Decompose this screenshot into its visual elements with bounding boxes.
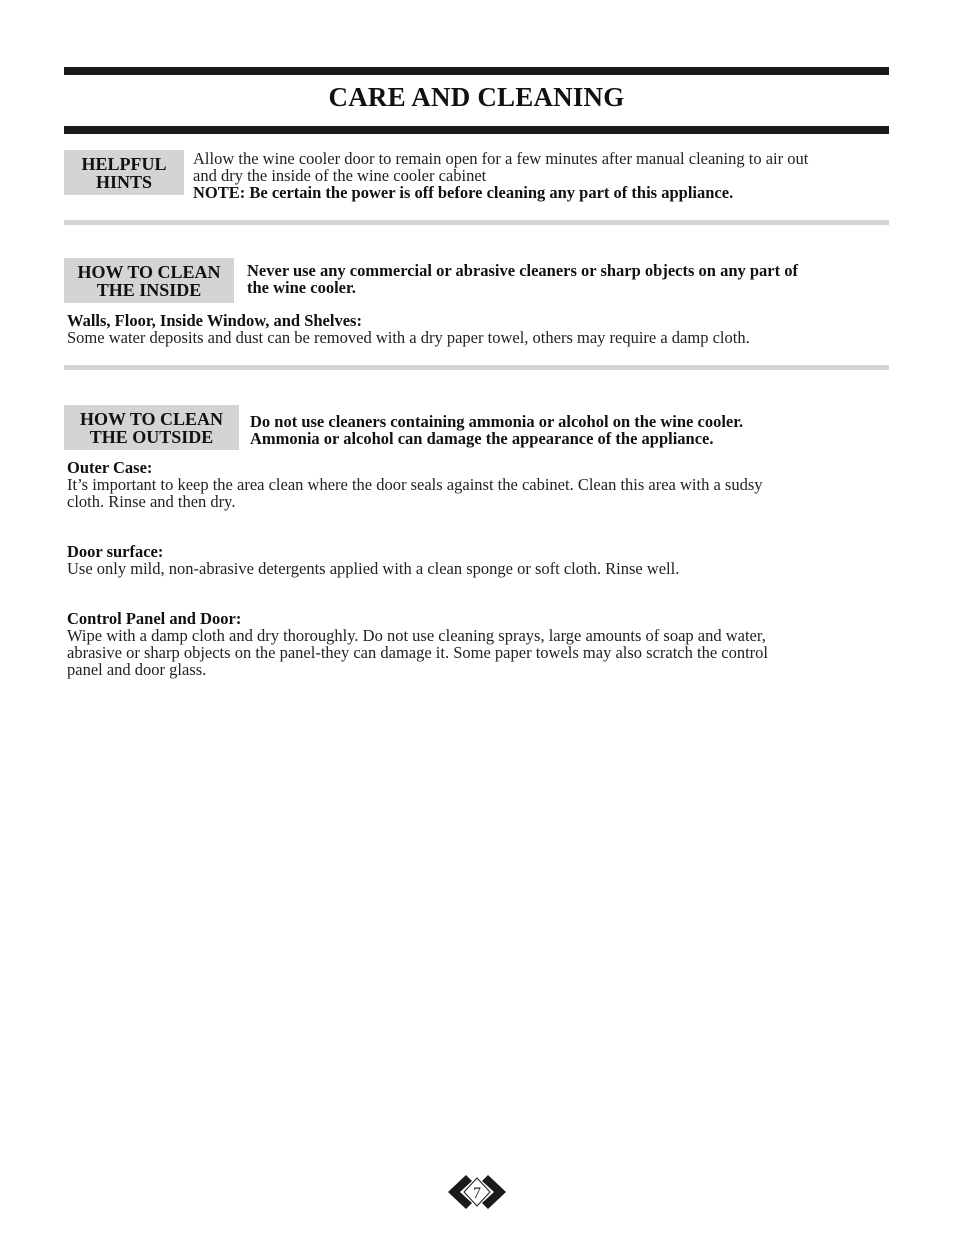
clean-inside-text: Some water deposits and dust can be removed with a dry paper towel, others may require a damp cloth. <box>67 328 750 347</box>
clean-outside-warning-line1: Do not use cleaners containing ammonia or alcohol on the wine cooler. <box>250 412 744 431</box>
door-surface-line1: Use only mild, non-abrasive detergents applied with a clean sponge or soft cloth. Rinse well. <box>67 559 680 578</box>
clean-inside-warning <box>247 262 798 296</box>
door-surface-heading: Door surface: <box>67 542 164 561</box>
outer-case-section <box>67 459 763 510</box>
clean-outside-warning-line2: Ammonia or alcohol can damage the appearance of the appliance. <box>250 429 714 448</box>
clean-inside-warning-line2: the wine cooler. <box>247 278 356 297</box>
outer-case-line2: cloth. Rinse and then dry. <box>67 492 236 511</box>
outer-case-heading: Outer Case: <box>67 458 153 477</box>
clean-outside-label-line1: HOW TO CLEAN <box>79 408 224 429</box>
control-panel-heading: Control Panel and Door: <box>67 609 242 628</box>
clean-outside-warning <box>250 413 743 447</box>
header-top-bar <box>64 67 889 75</box>
clean-inside-warning-line1: Never use any commercial or abrasive cleaners or sharp objects on any part of <box>247 261 798 280</box>
helpful-hints-text-line1: Allow the wine cooler door to remain open for a few minutes after manual cleaning to air out <box>193 149 809 168</box>
clean-inside-label-line1: HOW TO CLEAN <box>77 261 221 282</box>
helpful-hints-text-line2: and dry the inside of the wine cooler cabinet <box>193 166 487 185</box>
helpful-hints-label-line1: HELPFUL <box>81 153 167 174</box>
clean-outside-label-line2: THE OUTSIDE <box>89 426 214 447</box>
clean-inside-body <box>67 312 750 346</box>
section-divider-1 <box>64 220 889 225</box>
clean-inside-label-line2: THE INSIDE <box>96 279 202 300</box>
clean-inside-label <box>64 258 234 303</box>
door-surface-section <box>67 543 679 577</box>
page-number-badge-icon <box>446 1172 508 1212</box>
outer-case-line1: It’s important to keep the area clean where the door seals against the cabinet. Clean this area with a sudsy <box>67 475 763 494</box>
clean-outside-label <box>64 405 239 450</box>
page-number: 7 <box>473 1185 481 1202</box>
page-number-emblem <box>446 1172 508 1212</box>
control-panel-line2: abrasive or sharp objects on the panel-they can damage it. Some paper towels may also scratch the control <box>67 643 769 662</box>
control-panel-line1: Wipe with a damp cloth and dry thoroughly. Do not use cleaning sprays, large amounts of soap and water, <box>67 626 766 645</box>
helpful-hints-text <box>193 150 808 201</box>
clean-inside-heading: Walls, Floor, Inside Window, and Shelves: <box>67 311 362 330</box>
control-panel-line3: panel and door glass. <box>67 660 207 679</box>
section-divider-2 <box>64 365 889 370</box>
header-bottom-bar <box>64 126 889 134</box>
helpful-hints-label <box>64 150 184 195</box>
helpful-hints-label-line2: HINTS <box>95 171 153 192</box>
page-title: CARE AND CLEANING <box>328 82 625 112</box>
helpful-hints-note: NOTE: Be certain the power is off before cleaning any part of this appliance. <box>193 183 734 202</box>
control-panel-section <box>67 610 768 678</box>
